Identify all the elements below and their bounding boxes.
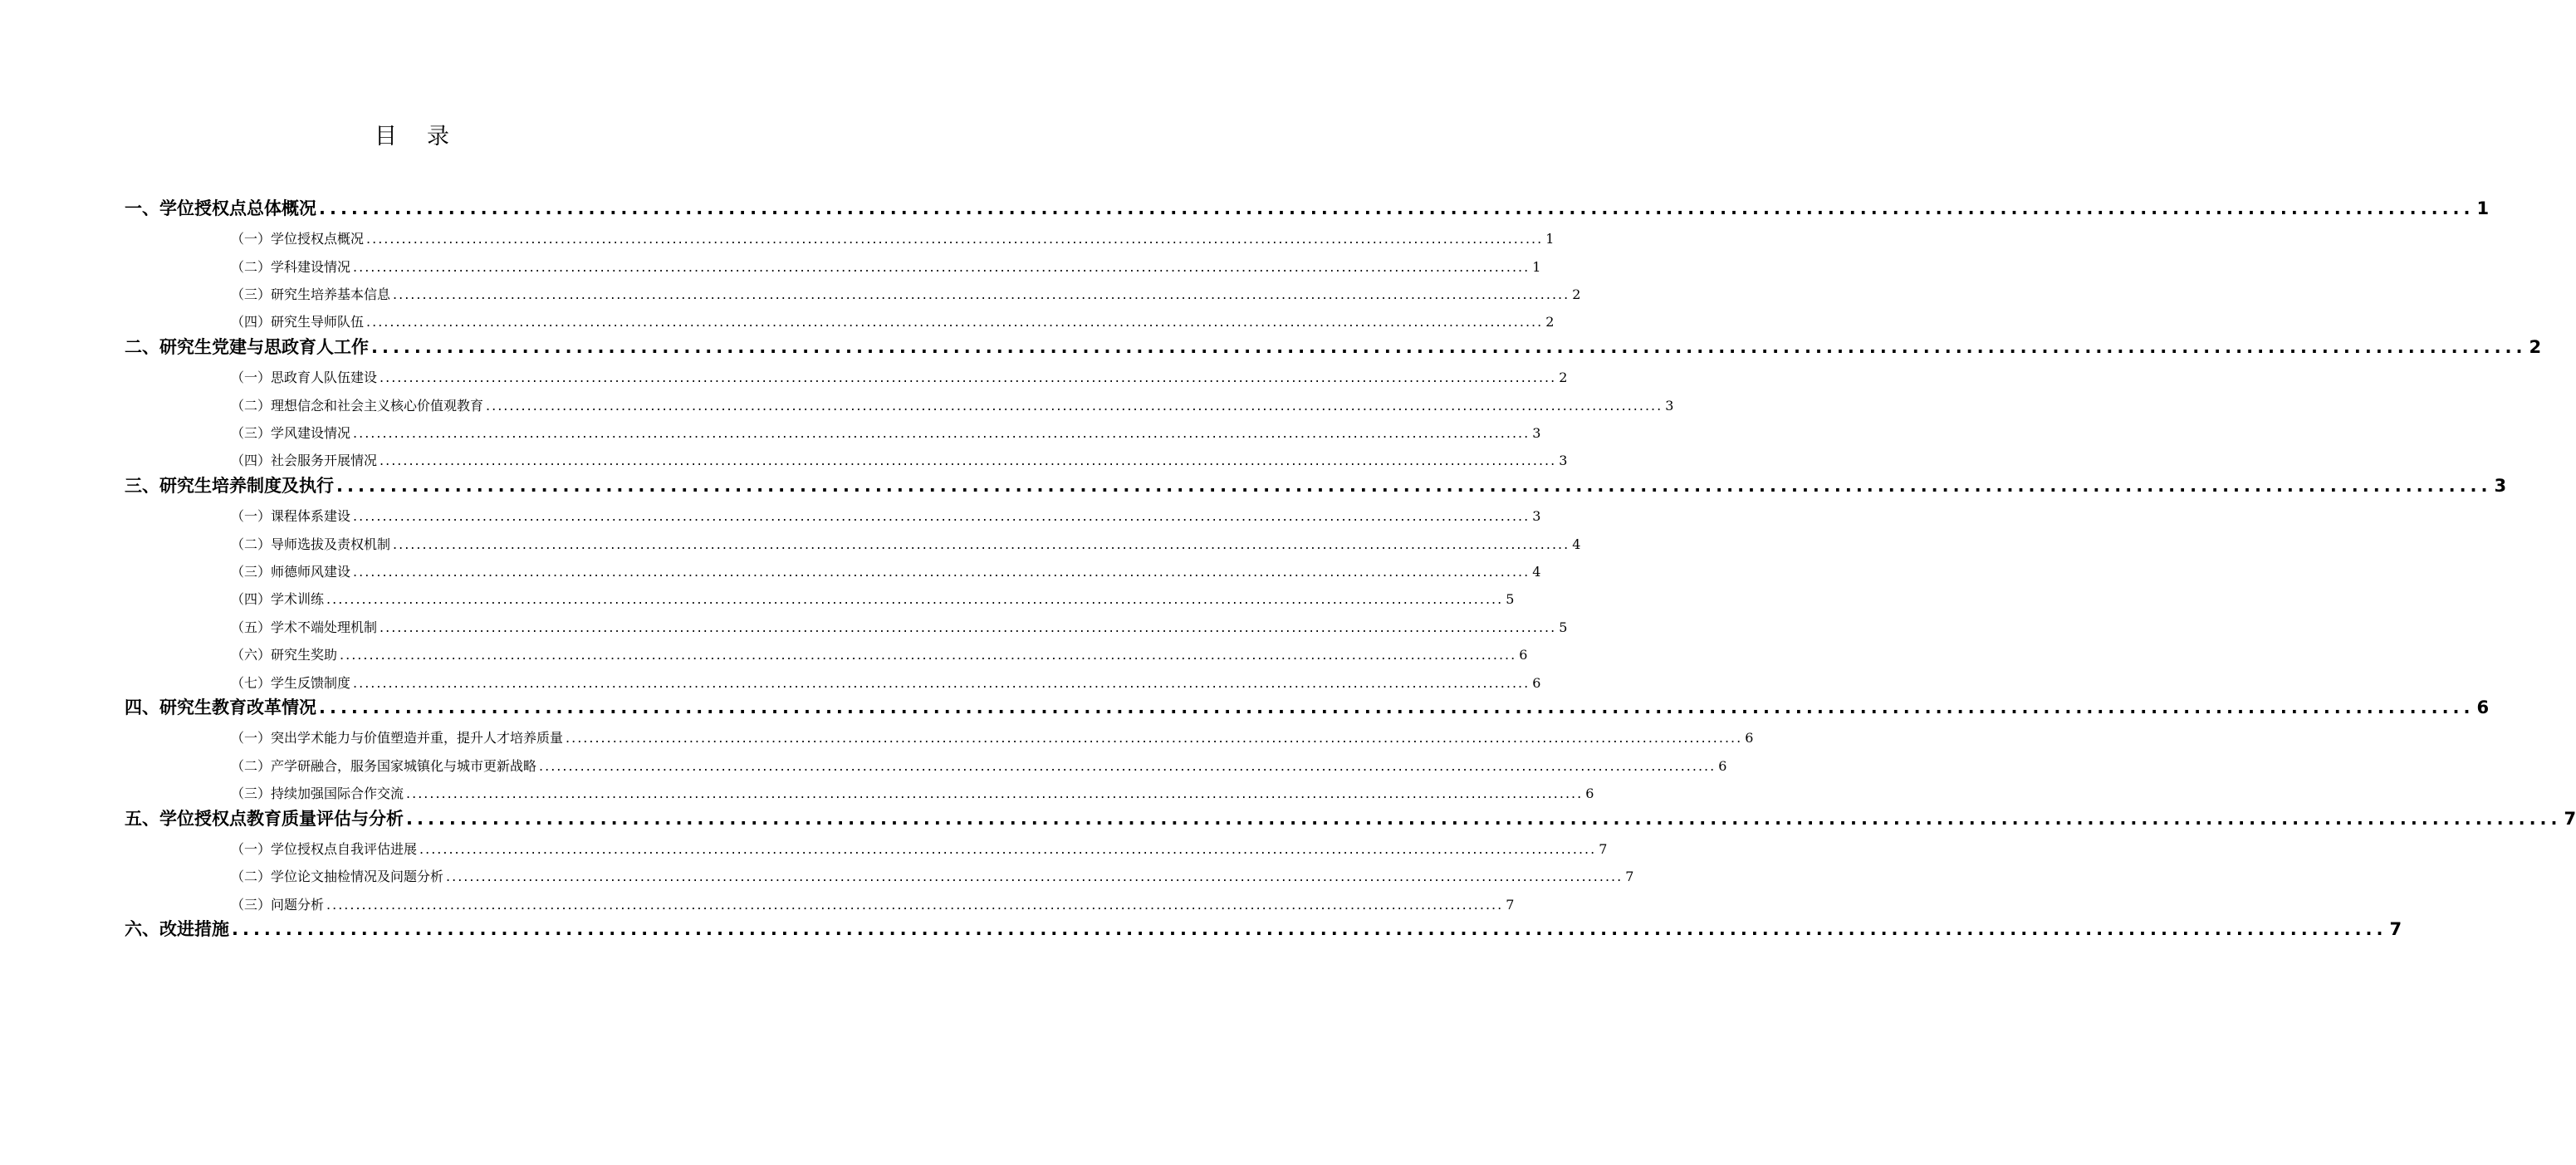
toc-page-number: 7 [2564, 808, 2576, 829]
toc-entry-label: （二）产学研融合，服务国家城镇化与城市更新战略 [231, 757, 537, 774]
toc-leader-dots: ........................................................................................................................................................................................................ [366, 231, 1544, 247]
toc-leader-dots: ........................................................................................................................................................................................................ [393, 536, 1570, 552]
toc-page-number: 3 [1559, 453, 1568, 469]
toc-subsection[interactable] [231, 668, 1541, 691]
toc-entry-label: （四）学术训练 [231, 591, 325, 608]
toc-subsection[interactable] [231, 639, 1528, 663]
toc-subsection[interactable] [231, 751, 1727, 774]
toc-section[interactable] [125, 695, 2490, 718]
toc-page-number: 7 [1506, 896, 1515, 913]
toc-entry-label: （一）课程体系建设 [231, 508, 351, 525]
toc-leader-dots: ........................................................................................................................................................................................................ [353, 674, 1530, 691]
toc-entry-label: 五、学位授权点教育质量评估与分析 [125, 808, 404, 829]
toc-entry-label: （四）研究生导师队伍 [231, 314, 365, 330]
toc-page-number: 2 [2529, 336, 2542, 357]
toc-page-number: 6 [2476, 698, 2490, 717]
toc-leader-dots: ........................................................................................................................................................................................................ [353, 508, 1530, 525]
toc-entry-label: 一、学位授权点总体概况 [125, 198, 316, 218]
toc-section[interactable] [125, 196, 2490, 219]
toc-entry-label: 四、研究生教育改革情况 [125, 698, 316, 717]
toc-entry-label: （三）师德师风建设 [231, 564, 351, 580]
toc-subsection[interactable] [231, 778, 1594, 802]
toc-page-number: 5 [1506, 591, 1515, 608]
toc-subsection[interactable] [231, 556, 1541, 580]
toc-leader-dots: ........................................................................................................................................................................................................ [539, 757, 1717, 774]
toc-leader-dots: ........................................................................................................................................................................................................ [419, 841, 1597, 857]
toc-page-number: 6 [1519, 647, 1528, 663]
toc-page-number: 7 [1599, 841, 1608, 857]
toc-entry-label: （一）突出学术能力与价值塑造并重，提升人才培养质量 [231, 730, 564, 746]
toc-entry-label: （五）学术不端处理机制 [231, 619, 378, 635]
toc-leader-dots: ........................................................................................................................................................................................................ [353, 564, 1530, 580]
toc-subsection[interactable] [231, 612, 1568, 635]
toc-section[interactable] [125, 473, 2507, 497]
toc-page-number: 1 [2476, 198, 2490, 218]
toc-subsection[interactable] [231, 585, 1515, 608]
toc-leader-dots: ........................................................................................................................................................................................................ [566, 730, 1743, 746]
toc-leader-dots: ........................................................................................................................................................................................................ [232, 919, 2387, 940]
toc-leader-dots: ........................................................................................................................................................................................................ [353, 425, 1530, 441]
toc-subsection[interactable] [231, 307, 1555, 330]
toc-leader-dots: ........................................................................................................................................................................................................ [366, 314, 1544, 330]
toc-entry-label: （三）学风建设情况 [231, 425, 351, 441]
toc-subsection[interactable] [231, 279, 1581, 302]
toc-leader-dots: ........................................................................................................................................................................................................ [406, 786, 1584, 802]
toc-entry-label: （二）学位论文抽检情况及问题分析 [231, 869, 444, 885]
toc-subsection[interactable] [231, 418, 1541, 441]
toc-subsection[interactable] [231, 390, 1674, 414]
toc-entry-label: （三）持续加强国际合作交流 [231, 786, 404, 802]
toc-subsection[interactable] [231, 889, 1515, 913]
toc-subsection[interactable] [231, 834, 1608, 857]
toc-leader-dots: ........................................................................................................................................................................................................ [446, 869, 1623, 885]
toc-page-number: 3 [1665, 397, 1674, 414]
toc-subsection[interactable] [231, 446, 1568, 469]
toc-leader-dots: ........................................................................................................................................................................................................ [336, 475, 2492, 496]
toc-entry-label: 二、研究生党建与思政育人工作 [125, 336, 369, 357]
toc-entry-label: （四）社会服务开展情况 [231, 453, 378, 469]
toc-leader-dots: ........................................................................................................................................................................................................ [340, 647, 1517, 663]
toc-section[interactable] [125, 806, 2576, 830]
toc-subsection[interactable] [231, 223, 1555, 247]
toc-leader-dots: ........................................................................................................................................................................................................ [326, 591, 1504, 608]
toc-leader-dots: ........................................................................................................................................................................................................ [353, 258, 1530, 275]
toc-leader-dots: ........................................................................................................................................................................................................ [406, 808, 2562, 829]
toc-leader-dots: ........................................................................................................................................................................................................ [380, 453, 1557, 469]
toc-leader-dots: ........................................................................................................................................................................................................ [371, 336, 2527, 357]
toc-page-number: 7 [2389, 919, 2402, 940]
toc-leader-dots: ........................................................................................................................................................................................................ [393, 286, 1570, 302]
toc-entry-label: （七）学生反馈制度 [231, 674, 351, 691]
toc-leader-dots: ........................................................................................................................................................................................................ [380, 619, 1557, 635]
toc-entry-label: （三）研究生培养基本信息 [231, 286, 391, 302]
toc-entry-label: 六、改进措施 [125, 919, 229, 940]
toc-page-number: 4 [1532, 564, 1541, 580]
toc-leader-dots: ........................................................................................................................................................................................................ [380, 370, 1557, 386]
toc-leader-dots: ........................................................................................................................................................................................................ [486, 397, 1663, 414]
toc-entry-label: 三、研究生培养制度及执行 [125, 475, 334, 496]
toc-section[interactable] [125, 335, 2542, 358]
toc-title: 目录 [375, 124, 479, 149]
toc-entry-label: （一）学位授权点自我评估进展 [231, 841, 418, 857]
toc-subsection[interactable] [231, 723, 1754, 746]
toc-leader-dots: ........................................................................................................................................................................................................ [319, 698, 2475, 717]
toc-subsection[interactable] [231, 252, 1541, 275]
toc-page-number: 2 [1572, 286, 1581, 302]
toc-subsection[interactable] [231, 501, 1541, 525]
toc-page-number: 3 [1532, 508, 1541, 525]
toc-entry-label: （一）学位授权点概况 [231, 231, 365, 247]
toc-page-number: 6 [1532, 674, 1541, 691]
toc-page-number: 4 [1572, 536, 1581, 552]
toc-entry-label: （二）理想信念和社会主义核心价值观教育 [231, 397, 484, 414]
toc-subsection[interactable] [231, 362, 1568, 386]
toc-section[interactable] [125, 917, 2402, 940]
toc-subsection[interactable] [231, 862, 1634, 885]
toc-page-number: 2 [1559, 370, 1568, 386]
toc-page-number: 6 [1585, 786, 1594, 802]
toc-entry-label: （二）学科建设情况 [231, 258, 351, 275]
toc-page-number: 3 [1532, 425, 1541, 441]
toc-subsection[interactable] [231, 529, 1581, 552]
toc-leader-dots: ........................................................................................................................................................................................................ [326, 896, 1504, 913]
toc-entry-label: （六）研究生奖助 [231, 647, 338, 663]
toc-leader-dots: ........................................................................................................................................................................................................ [319, 198, 2475, 218]
toc-page-number: 6 [1718, 757, 1727, 774]
toc-entry-label: （三）问题分析 [231, 896, 325, 913]
toc-page-number: 3 [2494, 475, 2507, 496]
toc-page-number: 5 [1559, 619, 1568, 635]
toc-entry-label: （一）思政育人队伍建设 [231, 370, 378, 386]
toc-page-number: 6 [1745, 730, 1754, 746]
toc-entry-label: （二）导师选拔及责权机制 [231, 536, 391, 552]
toc-page-number: 1 [1545, 231, 1555, 247]
toc-page-number: 7 [1625, 869, 1634, 885]
toc-page-number: 1 [1532, 258, 1541, 275]
toc-page-number: 2 [1545, 314, 1555, 330]
